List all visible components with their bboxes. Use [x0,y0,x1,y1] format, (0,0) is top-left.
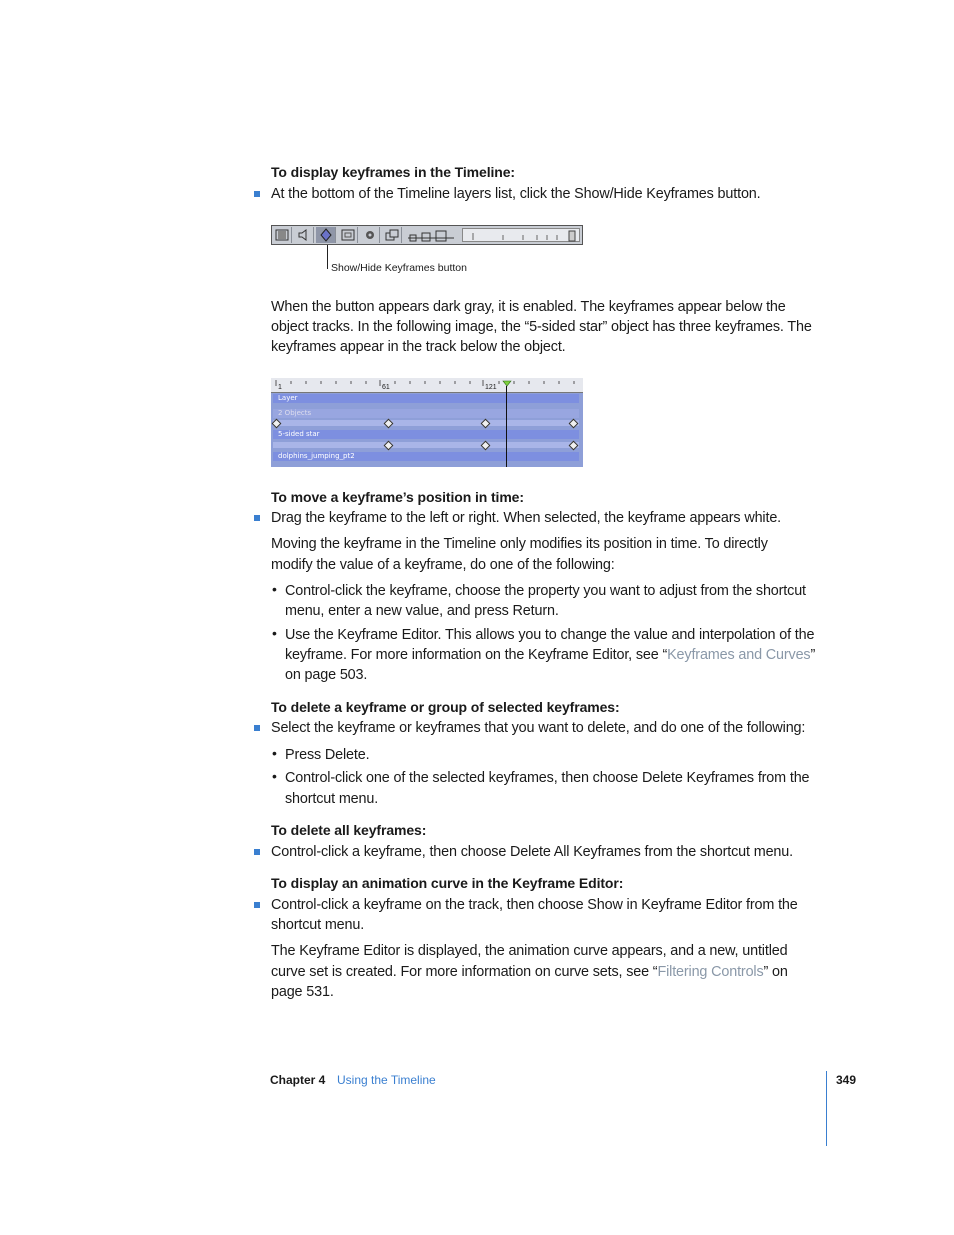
para1-line1: When the button appears dark gray, it is enabled. The keyframes appear below the [271,299,786,315]
zoom-control-icon [406,228,456,242]
timeline-ruler [271,378,583,393]
curve-text-b: ” on [763,964,788,980]
keyframes-and-curves-link[interactable]: Keyframes and Curves [667,647,811,663]
gear-icon [360,227,380,243]
footer-chapter: Chapter 4 [270,1073,326,1087]
delete-all-heading: To delete all keyframes: [271,822,427,838]
callout-line [327,245,328,269]
curve-para-line3: page 531. [271,984,334,1000]
zoom-slider [462,228,580,242]
bullet-square-icon [254,902,260,908]
track-layer: Layer [273,394,579,403]
show-hide-keyframes-icon [316,227,336,243]
sub2-line2 [285,645,815,666]
stack-icon [382,227,402,243]
delete-all-bullet-text: Control-click a keyframe, then choose Delete All Keyframes from the shortcut menu. [271,844,793,860]
del-sub2-line1: Control-click one of the selected keyframes, then choose Delete Keyframes from the [285,770,810,786]
curve-bullet-line1: Control-click a keyframe on the track, then choose Show in Keyframe Editor from the [271,897,798,913]
delete-keyframe-heading: To delete a keyframe or group of selected keyframes: [271,699,620,715]
bullet-square-icon [254,515,260,521]
move-bullet-text: Drag the keyframe to the left or right. When selected, the keyframe appears white. [271,510,782,526]
sub2-text-b: ” [810,647,816,663]
curve-bullet-line2: shortcut menu. [271,917,365,933]
bullet-square-icon [254,191,260,197]
keyframe-row-1 [273,420,579,426]
footer-divider [826,1071,827,1146]
track-5-sided-star: 5-sided star [273,430,579,439]
bullet-dot-icon: • [272,625,277,641]
del-sub2-line2: shortcut menu. [285,791,379,807]
track-objects: 2 Objects [273,409,579,418]
filtering-controls-link[interactable]: Filtering Controls [657,964,764,980]
film-icon [272,227,292,243]
bullet-dot-icon: • [272,768,277,784]
move-para-line2: modify the value of a keyframe, do one of the following: [271,557,615,573]
timeline-toolbar-figure [271,225,583,245]
para1-line2: object tracks. In the following image, the “5-sided star” object has three keyframes. The [271,319,812,335]
ruler-label-61: 61 [382,384,390,391]
ruler-label-121: 121 [485,384,497,391]
curve-para-line1: The Keyframe Editor is displayed, the animation curve appears, and a new, untitled [271,943,788,959]
audio-icon [294,227,314,243]
keyframe-row-2 [273,442,579,448]
bullet-square-icon [254,725,260,731]
sub2-text-a: keyframe. For more information on the Keyframe Editor, see “ [285,647,668,663]
bullet-dot-icon: • [272,581,277,597]
callout-label: Show/Hide Keyframes button [331,262,467,274]
sub2-line1: Use the Keyframe Editor. This allows you to change the value and interpolation of the [285,627,815,643]
sub1-line1: Control-click the keyframe, choose the property you want to adjust from the shortcut [285,583,806,599]
move-para-line1: Moving the keyframe in the Timeline only modifies its position in time. To directly [271,536,768,552]
mask-icon [338,227,358,243]
sub2-line3: on page 503. [285,667,368,683]
page-number: 349 [836,1073,857,1087]
playhead-line [506,386,507,467]
ruler-label-1: 1 [278,384,282,391]
display-keyframes-heading: To display keyframes in the Timeline: [271,164,515,180]
move-keyframe-heading: To move a keyframe’s position in time: [271,489,524,505]
timeline-figure [271,378,583,467]
sub1-line2: menu, enter a new value, and press Return. [285,603,559,619]
track-dolphins: dolphins_jumping_pt2 [273,452,579,461]
curve-text-a: curve set is created. For more information on curve sets, see “ [271,964,658,980]
delete-bullet-text: Select the keyframe or keyframes that you want to delete, and do one of the following: [271,720,806,736]
bullet-dot-icon: • [272,745,277,761]
display-bullet-text: At the bottom of the Timeline layers list, click the Show/Hide Keyframes button. [271,186,761,202]
animation-curve-heading: To display an animation curve in the Keyframe Editor: [271,875,624,891]
para1-line3: keyframes appear in the track below the object. [271,339,566,355]
bullet-square-icon [254,849,260,855]
curve-para-line2 [271,962,788,983]
del-sub1: Press Delete. [285,747,370,763]
footer-chapter-title-link[interactable]: Using the Timeline [337,1073,436,1087]
